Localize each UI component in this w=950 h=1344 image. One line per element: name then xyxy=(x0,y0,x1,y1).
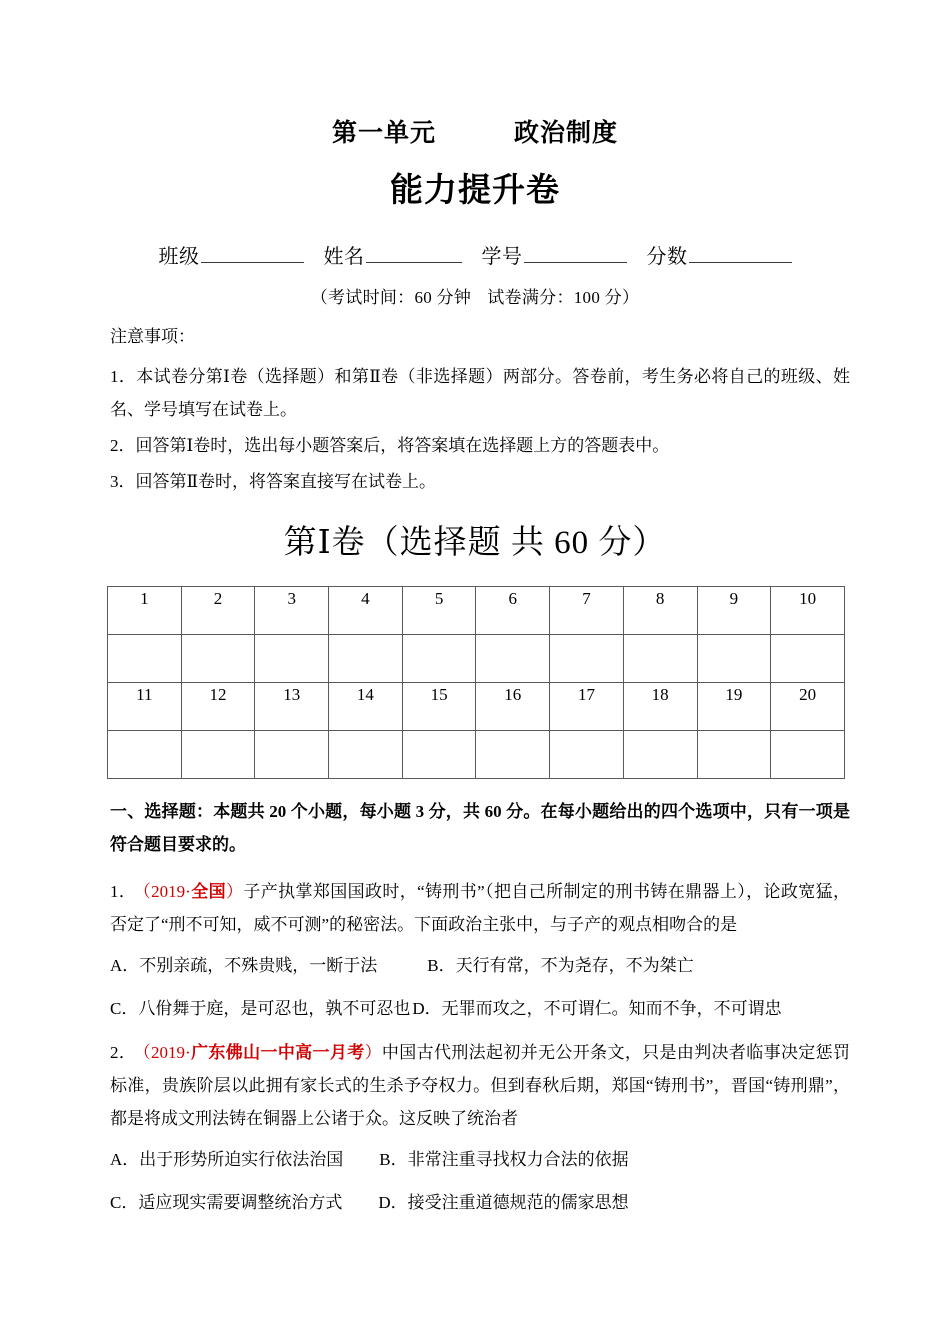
source-open-paren: （2019· xyxy=(142,1042,191,1062)
notice-item: 1．本试卷分第Ⅰ卷（选择题）和第Ⅱ卷（非选择题）两部分。答卷前，考生务必将自己的班级、姓名、学号填写在试卷上。 xyxy=(110,366,850,419)
table-cell: 4 xyxy=(329,586,403,634)
option-row xyxy=(110,1143,850,1176)
table-cell: 5 xyxy=(402,586,476,634)
answer-cell[interactable] xyxy=(181,730,255,778)
answer-cell[interactable] xyxy=(623,730,697,778)
option-c[interactable]: C．适应现实需要调整统治方式 xyxy=(110,1193,343,1213)
question-block xyxy=(110,875,850,1026)
table-cell: 16 xyxy=(476,682,550,730)
question-text: 中国古代刑法起初并无公开条文，只是由判决者临事决定惩罚标准，贵族阶层以此拥有家长式的生杀予夺权力。但到春秋后期，郑国“铸刑书”，晋国“铸刑鼎”，都是将成文刑法铸在铜器上公诸于众。这反映了统治者 xyxy=(110,1042,851,1128)
option-c[interactable]: C．八佾舞于庭，是可忍也，孰不可忍也 xyxy=(110,999,411,1019)
answer-cell[interactable] xyxy=(550,730,624,778)
questions-intro: 一、选择题：本题共 20 个小题，每小题 3 分，共 60 分。在每小题给出的四个选项中，只有一项是符合题目要求的。 xyxy=(110,801,850,854)
table-cell: 18 xyxy=(623,682,697,730)
student-id-field xyxy=(482,240,627,269)
answer-cell[interactable] xyxy=(476,634,550,682)
student-id-input-rule[interactable] xyxy=(524,246,627,263)
question-text: 子产执掌郑国国政时，“铸刑书”（把自己所制定的刑书铸在鼎器上），论政宽猛，否定了“刑不可知，威不可测”的秘密法。下面政治主张中，与子产的观点相吻合的是 xyxy=(110,881,851,935)
table-row xyxy=(108,682,845,730)
answer-table-wrap xyxy=(0,586,950,779)
student-id-label: 学号 xyxy=(481,245,523,268)
class-label: 班级 xyxy=(158,245,200,268)
answer-cell[interactable] xyxy=(329,730,403,778)
table-row xyxy=(108,634,845,682)
answer-cell[interactable] xyxy=(697,730,771,778)
question-source-tag xyxy=(142,1043,382,1062)
option-a[interactable]: A．不别亲疏，不殊贵贱，一断于法 xyxy=(110,956,378,976)
name-input-rule[interactable] xyxy=(366,246,462,263)
answer-cell[interactable] xyxy=(108,634,182,682)
answer-table xyxy=(107,586,845,779)
source-name: 广东佛山一中高一月考 xyxy=(190,1042,365,1062)
unit-label: 第一单元 xyxy=(331,118,436,147)
question-stem xyxy=(110,875,850,941)
source-open-paren: （2019· xyxy=(142,881,191,901)
answer-cell[interactable] xyxy=(181,634,255,682)
option-b[interactable]: B．非常注重寻找权力合法的依据 xyxy=(379,1149,629,1169)
exam-total-score: 试卷满分：100 分） xyxy=(487,287,640,307)
question-source-tag xyxy=(142,882,243,901)
name-field xyxy=(324,240,462,269)
source-name: 全国 xyxy=(190,881,226,901)
table-cell: 10 xyxy=(771,586,845,634)
table-cell: 7 xyxy=(550,586,624,634)
answer-cell[interactable] xyxy=(771,634,845,682)
table-cell: 8 xyxy=(623,586,697,634)
option-d[interactable]: D．无罪而攻之，不可谓仁。知而不争，不可谓忠 xyxy=(412,999,782,1019)
answer-cell[interactable] xyxy=(771,730,845,778)
question-block xyxy=(110,1036,850,1220)
table-cell: 1 xyxy=(108,586,182,634)
option-row xyxy=(110,1186,850,1219)
score-field xyxy=(647,240,792,269)
table-cell: 17 xyxy=(550,682,624,730)
answer-cell[interactable] xyxy=(623,634,697,682)
answer-cell[interactable] xyxy=(108,730,182,778)
exam-duration: （考试时间：60 分钟 xyxy=(310,287,472,307)
section-heading: 第Ⅰ卷（选择题 共 60 分） xyxy=(283,525,667,562)
name-label: 姓名 xyxy=(323,245,365,268)
answer-cell[interactable] xyxy=(550,634,624,682)
table-cell: 3 xyxy=(255,586,329,634)
table-cell: 11 xyxy=(108,682,182,730)
table-cell: 6 xyxy=(476,586,550,634)
page-subtitle: 能力提升卷 xyxy=(390,170,560,209)
answer-cell[interactable] xyxy=(697,634,771,682)
notice-block xyxy=(0,326,950,499)
answer-cell[interactable] xyxy=(476,730,550,778)
notice-title: 注意事项： xyxy=(110,326,195,346)
answer-cell[interactable] xyxy=(329,634,403,682)
table-cell: 2 xyxy=(181,586,255,634)
option-row xyxy=(110,949,850,982)
score-label: 分数 xyxy=(646,245,688,268)
answer-cell[interactable] xyxy=(255,730,329,778)
option-row xyxy=(110,992,850,1025)
answer-cell[interactable] xyxy=(402,634,476,682)
table-cell: 12 xyxy=(181,682,255,730)
table-cell: 15 xyxy=(402,682,476,730)
table-cell: 19 xyxy=(697,682,771,730)
table-cell: 9 xyxy=(697,586,771,634)
page-title xyxy=(0,118,950,148)
notice-item: 2．回答第Ⅰ卷时，选出每小题答案后，将答案填在选择题上方的答题表中。 xyxy=(110,435,670,455)
student-info-line xyxy=(0,240,950,269)
exam-meta-line xyxy=(0,283,950,308)
questions-section xyxy=(0,795,950,1220)
question-number: 1． xyxy=(110,881,137,901)
table-cell: 14 xyxy=(329,682,403,730)
notice-item: 3．回答第Ⅱ卷时，将答案直接写在试卷上。 xyxy=(110,471,437,491)
source-close-paren: ） xyxy=(225,881,244,901)
score-input-rule[interactable] xyxy=(689,246,792,263)
table-row xyxy=(108,730,845,778)
class-field xyxy=(159,240,304,269)
answer-cell[interactable] xyxy=(402,730,476,778)
question-stem xyxy=(110,1036,850,1135)
source-close-paren: ） xyxy=(364,1042,382,1062)
question-number: 2． xyxy=(110,1042,137,1062)
option-b[interactable]: B．天行有常，不为尧存，不为桀亡 xyxy=(427,956,694,976)
table-cell: 13 xyxy=(255,682,329,730)
topic-label: 政治制度 xyxy=(514,118,619,147)
answer-cell[interactable] xyxy=(255,634,329,682)
class-input-rule[interactable] xyxy=(201,246,304,263)
table-cell: 20 xyxy=(771,682,845,730)
option-d[interactable]: D．接受注重道德规范的儒家思想 xyxy=(378,1193,629,1213)
table-row xyxy=(108,586,845,634)
option-a[interactable]: A．出于形势所迫实行依法治国 xyxy=(110,1149,344,1169)
